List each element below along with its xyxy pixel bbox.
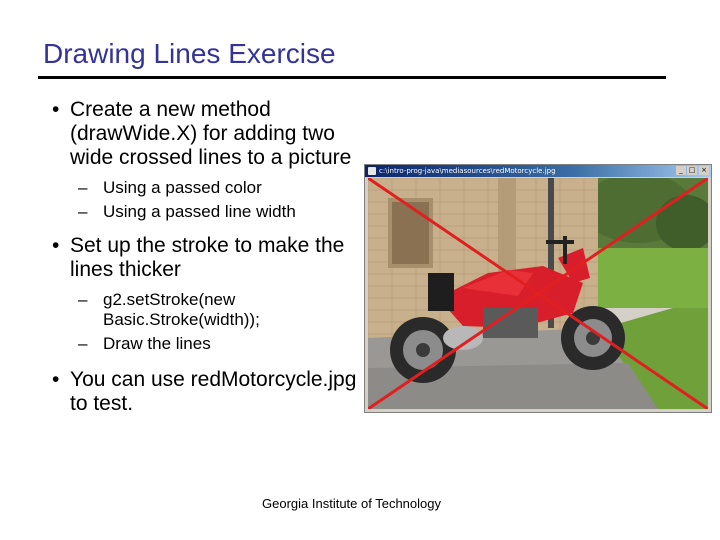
sub-bullet-text: g2.setStroke(new Basic.Stroke(width));	[103, 290, 260, 329]
sub-bullet-marker: –	[78, 178, 88, 197]
sub-bullet-marker: –	[78, 202, 88, 221]
slide-title: Drawing Lines Exercise	[43, 38, 336, 69]
title-underline	[38, 76, 666, 79]
sub-bullet-text: Using a passed line width	[103, 202, 296, 221]
motorcycle-photo	[368, 178, 708, 409]
sub-bullet-item	[70, 178, 358, 198]
bullet-text: Set up the stroke to make the lines thicker	[70, 234, 345, 281]
bullet-marker: •	[52, 234, 60, 257]
sub-bullet-item	[70, 290, 358, 330]
footer-text: Georgia Institute of Technology	[262, 496, 441, 511]
sub-bullet-marker: –	[78, 290, 88, 309]
bullet-item	[48, 234, 358, 354]
window-titlebar[interactable]	[365, 165, 711, 177]
minimize-button[interactable]: _	[676, 166, 686, 175]
bullet-item	[48, 368, 358, 416]
sub-bullet-text: Using a passed color	[103, 178, 262, 197]
sub-bullet-list	[70, 178, 358, 222]
maximize-button[interactable]: □	[688, 166, 696, 174]
bullet-text: You can use redMotorcycle.jpg to test.	[70, 368, 357, 415]
sub-bullet-list	[70, 290, 358, 354]
sub-bullet-item	[70, 334, 358, 354]
bullet-marker: •	[52, 368, 60, 391]
window-title: c:\intro-prog-java\mediasources\redMotorcycle.jpg	[379, 167, 556, 175]
sub-bullet-item	[70, 202, 358, 222]
sub-bullet-text: Draw the lines	[103, 334, 211, 353]
bullet-item	[48, 98, 358, 222]
picture-icon	[368, 167, 376, 175]
bullet-marker: •	[52, 98, 60, 121]
bullet-text: Create a new method (drawWide.X) for adding two wide crossed lines to a picture	[70, 98, 352, 169]
bullet-list	[48, 98, 358, 424]
picture-window	[365, 165, 711, 412]
close-button[interactable]: ×	[699, 166, 709, 175]
sub-bullet-marker: –	[78, 334, 88, 353]
